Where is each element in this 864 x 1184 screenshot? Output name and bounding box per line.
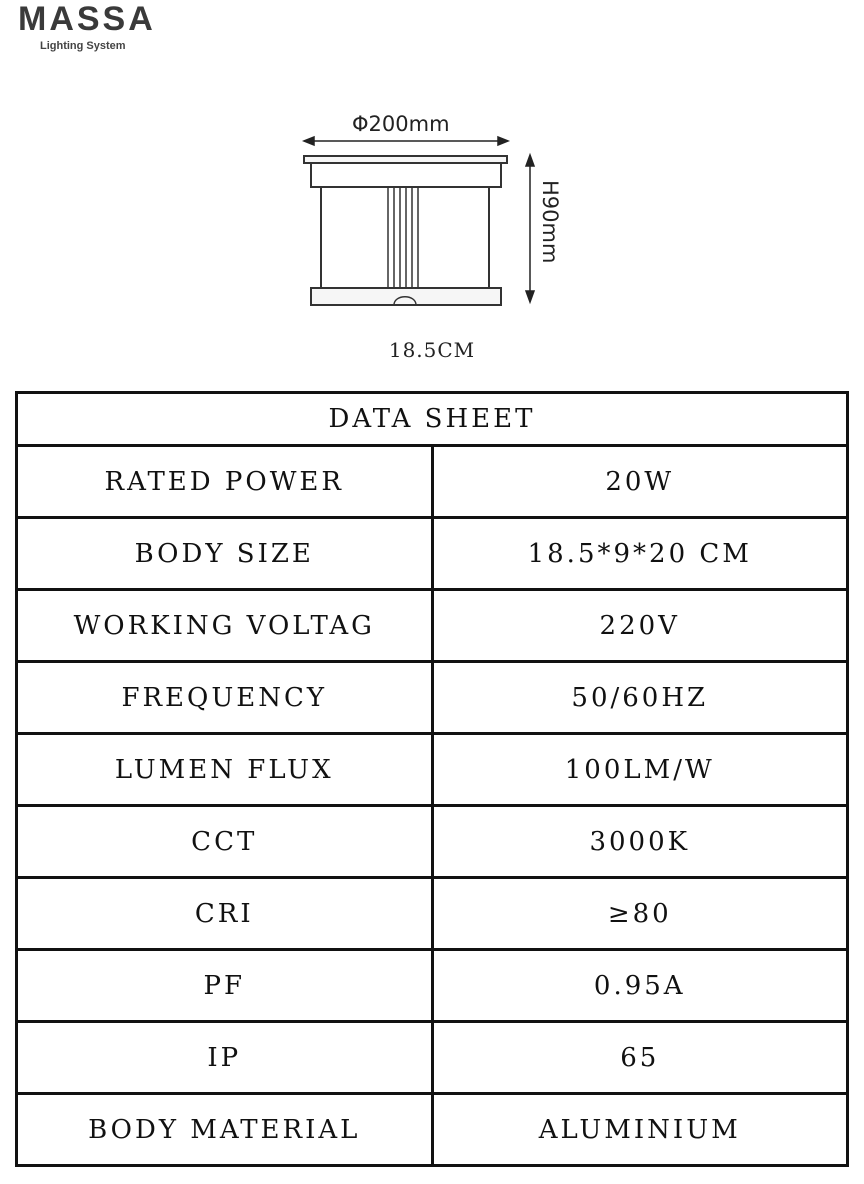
data-sheet-title: DATA SHEET xyxy=(17,393,848,446)
spec-value: 20W xyxy=(432,446,848,518)
table-row xyxy=(17,806,848,878)
spec-value: 18.5*9*20 CM xyxy=(432,518,848,590)
spec-key: RATED POWER xyxy=(17,446,433,518)
spec-value: 65 xyxy=(432,1022,848,1094)
spec-value: 100LM/W xyxy=(432,734,848,806)
size-caption: 18.5CM xyxy=(388,338,476,362)
spec-value: 220V xyxy=(432,590,848,662)
spec-key: WORKING VOLTAG xyxy=(17,590,433,662)
spec-value: ≥80 xyxy=(432,878,848,950)
spec-value: 3000K xyxy=(432,806,848,878)
diameter-label: Φ200mm xyxy=(352,112,450,136)
data-sheet-header-row xyxy=(17,393,848,446)
spec-key: CRI xyxy=(17,878,433,950)
spec-value: 50/60HZ xyxy=(432,662,848,734)
spec-key: FREQUENCY xyxy=(17,662,433,734)
spec-key: IP xyxy=(17,1022,433,1094)
table-row xyxy=(17,878,848,950)
data-sheet-table xyxy=(15,391,849,1167)
table-row xyxy=(17,1022,848,1094)
brand-name: MASSA xyxy=(18,0,156,38)
table-row xyxy=(17,518,848,590)
spec-value: ALUMINIUM xyxy=(432,1094,848,1166)
brand-logo xyxy=(18,2,156,52)
spec-key: BODY MATERIAL xyxy=(17,1094,433,1166)
spec-value: 0.95A xyxy=(432,950,848,1022)
width-arrow xyxy=(304,137,508,145)
table-row xyxy=(17,734,848,806)
table-row xyxy=(17,590,848,662)
table-row xyxy=(17,1094,848,1166)
table-row xyxy=(17,446,848,518)
spec-key: LUMEN FLUX xyxy=(17,734,433,806)
table-row xyxy=(17,950,848,1022)
spec-key: PF xyxy=(17,950,433,1022)
brand-tagline: Lighting System xyxy=(40,40,126,52)
table-row xyxy=(17,662,848,734)
height-label: H90mm xyxy=(538,180,562,264)
lamp-body xyxy=(304,156,507,305)
spec-key: BODY SIZE xyxy=(17,518,433,590)
spec-key: CCT xyxy=(17,806,433,878)
